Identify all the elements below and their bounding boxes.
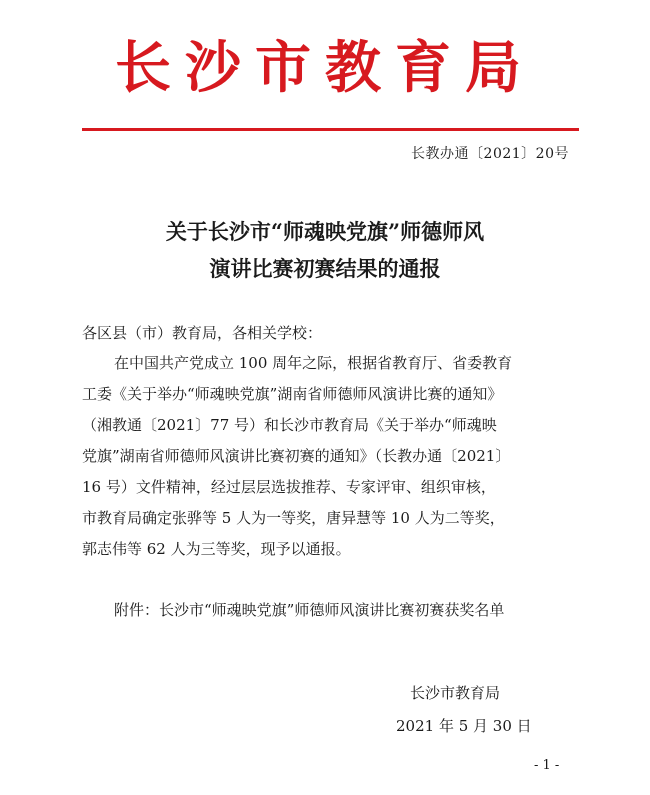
body-line: （湘教通〔2021〕77 号）和长沙市教育局《关于举办“师魂映 bbox=[82, 416, 497, 434]
body-line: 市教育局确定张骅等 5 人为一等奖，唐异慧等 10 人为二等奖， bbox=[82, 509, 505, 527]
issuer-signature: 长沙市教育局 bbox=[410, 684, 501, 702]
body-line: 工委《关于举办“师魂映党旗”湖南省师德师风演讲比赛的通知》 bbox=[82, 385, 503, 403]
issue-date: 2021 年 5 月 30 日 bbox=[396, 717, 532, 735]
body-paragraph bbox=[82, 348, 580, 565]
document-number: 长教办通〔2021〕20号 bbox=[411, 146, 569, 162]
document-title bbox=[0, 213, 650, 287]
red-divider-line bbox=[82, 128, 579, 131]
title-line-2: 演讲比赛初赛结果的通报 bbox=[209, 256, 441, 281]
body-line: 党旗”湖南省师德师风演讲比赛初赛的通知》（长教办通〔2021〕 bbox=[82, 447, 511, 465]
body-line: 16 号）文件精神，经过层层选拔推荐、专家评审、组织审核， bbox=[82, 478, 496, 496]
attachment-note: 附件：长沙市“师魂映党旗”师德师风演讲比赛初赛获奖名单 bbox=[114, 601, 505, 619]
salutation: 各区县（市）教育局，各相关学校： bbox=[82, 324, 323, 342]
body-line: 在中国共产党成立 100 周年之际，根据省教育厅、省委教育 bbox=[114, 354, 513, 372]
issuing-authority-header: 长沙市教育局 bbox=[115, 35, 535, 101]
body-line: 郭志伟等 62 人为三等奖，现予以通报。 bbox=[82, 540, 351, 558]
title-line-1: 关于长沙市“师魂映党旗”师德师风 bbox=[165, 219, 485, 244]
page-number: - 1 - bbox=[534, 758, 560, 773]
